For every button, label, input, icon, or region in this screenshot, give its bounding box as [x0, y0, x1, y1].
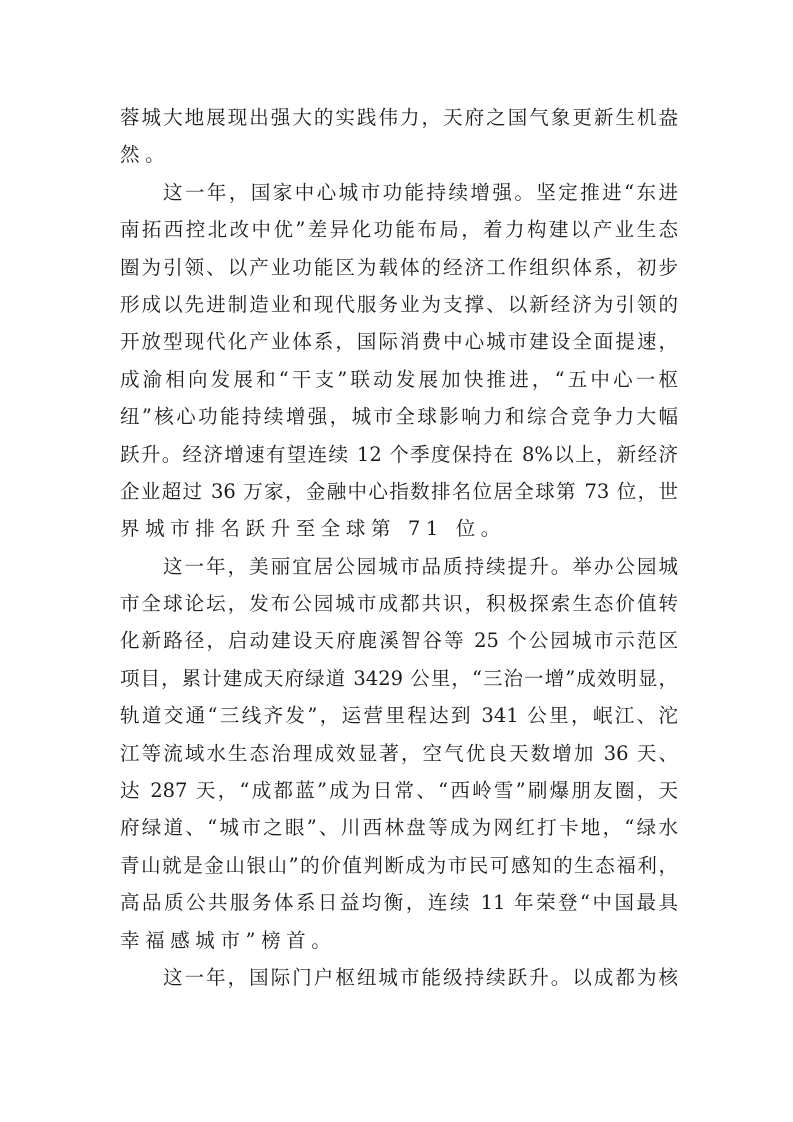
text-line: 圈为引领、以产业功能区为载体的经济工作组织体系，初步	[120, 255, 678, 279]
text-line: 轨道交通“三线齐发”，运营里程达到 341 公里，岷江、沱	[120, 704, 678, 728]
text-line: 这一年，国际门户枢纽城市能级持续跃升。以成都为核	[163, 965, 678, 989]
text-line: 界城市排名跃升至全球第 71 位。	[120, 517, 506, 541]
text-line: 成渝相向发展和“干支”联动发展加快推进，“五中心一枢	[120, 367, 678, 391]
text-line: 青山就是金山银山”的价值判断成为市民可感知的生态福利，	[120, 853, 678, 877]
text-line: 南拓西控北改中优”差异化功能布局，着力构建以产业生态	[120, 218, 678, 242]
text-line: 幸福感城市”榜首。	[120, 928, 337, 952]
document-body	[120, 99, 678, 996]
text-line: 开放型现代化产业体系，国际消费中心城市建设全面提速，	[120, 330, 678, 354]
paragraph-gateway-hub	[120, 959, 678, 996]
text-line: 达 287 天，“成都蓝”成为日常、“西岭雪”刷爆朋友圈，天	[120, 779, 678, 803]
text-line: 这一年，美丽宜居公园城市品质持续提升。举办公园城	[163, 554, 678, 578]
text-line: 化新路径，启动建设天府鹿溪智谷等 25 个公园城市示范区	[120, 629, 678, 653]
text-line: 江等流域水生态治理成效显著，空气优良天数增加 36 天、	[120, 741, 678, 765]
paragraph-national-center-city	[120, 174, 678, 548]
text-line: 纽”核心功能持续增强，城市全球影响力和综合竞争力大幅	[120, 405, 678, 429]
text-line: 形成以先进制造业和现代服务业为支撑、以新经济为引领的	[120, 292, 678, 316]
paragraph-continuation	[120, 99, 678, 174]
paragraph-park-city	[120, 548, 678, 959]
text-line: 高品质公共服务体系日益均衡，连续 11 年荣登“中国最具	[120, 891, 678, 915]
text-line: 府绿道、“城市之眼”、川西林盘等成为网红打卡地，“绿水	[120, 816, 678, 840]
text-line: 企业超过 36 万家，金融中心指数排名位居全球第 73 位，世	[120, 479, 678, 503]
text-line: 项目，累计建成天府绿道 3429 公里，“三治一增”成效明显，	[120, 666, 678, 690]
text-line: 市全球论坛，发布公园城市成都共识，积极探索生态价值转	[120, 592, 678, 616]
text-line: 蓉城大地展现出强大的实践伟力，天府之国气象更新生机盎	[120, 106, 678, 129]
text-line: 然。	[120, 143, 171, 167]
text-line: 跃升。经济增速有望连续 12 个季度保持在 8%以上，新经济	[120, 442, 678, 466]
text-line: 这一年，国家中心城市功能持续增强。坚定推进“东进	[163, 180, 678, 204]
